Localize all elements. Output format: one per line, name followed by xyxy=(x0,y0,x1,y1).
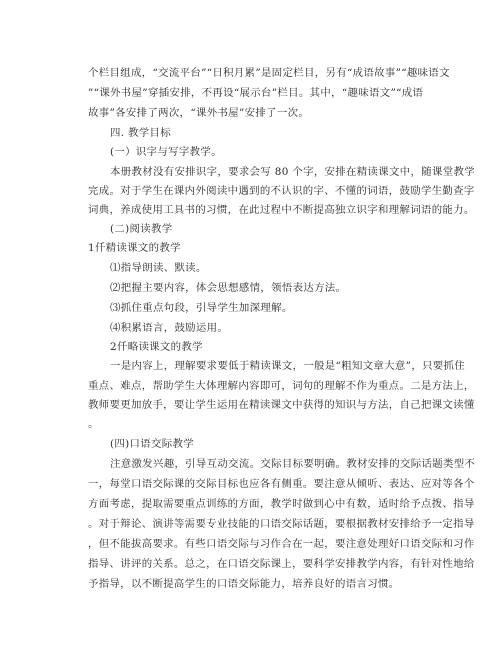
text-line: 一是内容上，理解要求要低于精读课文，一般是“粗知文章大意”，只要抓住 xyxy=(110,360,466,372)
text-line: 。 xyxy=(88,418,99,430)
list-item: ⑴指导朗读、默读。 xyxy=(110,262,207,274)
text-line: 个栏目组成，“交流平台”“日积月累”是固定栏目，另有“成语故事”“趣味语文 xyxy=(88,67,450,79)
text-line: 教师要更加放手，要让学生运用在精读课文中获得的知识与方法，自己把课文读懂 xyxy=(88,399,475,411)
text-line: 指导、讲评的关系。总之，在口语交际课上，要科学安排教学内容，有针对性地给 xyxy=(88,558,475,570)
subsection-heading: (二)阅读教学 xyxy=(110,223,173,235)
subsection-heading: (一）识字与写字教学。 xyxy=(110,146,222,158)
list-heading: 1仟精读课文的教学 xyxy=(88,242,181,254)
text-line: 完成。对于学生在课内外阅读中遇到的不认识的字、不懂的词语，鼓励学生勤查字 xyxy=(88,185,475,197)
text-line: ”“课外书屋”穿插安排，不再设“展示台”栏目。其中，“趣味语文”“成语 xyxy=(88,87,424,99)
list-item: ⑵把握主要内容，体会思想感情，领悟表达方法。 xyxy=(110,282,347,294)
text-line: 一，每堂口语交际课的交际目标也应各有侧重。要注意从倾听、表达、应对等各个 xyxy=(88,478,475,490)
text-line: 故事”各安排了两次，“课外书屋”安排了一次。 xyxy=(88,107,310,119)
text-line: 本册教材没有安排识字，要求会写 80 个字，安排在精读课文中，随课堂教学 xyxy=(110,166,475,178)
text-line: 予指导，以不断提高学生的口语交际能力，培养良好的语言习惯。 xyxy=(88,578,400,590)
text-line: 方面考虑，提取需要重点训练的方面，教学时做到心中有数，适时给予点拨、指导 xyxy=(88,498,475,510)
section-heading: 四. 教学目标 xyxy=(110,127,172,139)
list-heading: 2仟略读课文的教学 xyxy=(110,341,203,353)
text-line: 注意激发兴趣，引导互动交流。交际目标要明确。教材安排的交际话题类型不 xyxy=(110,458,476,470)
list-item: ⑶抓住重点句段，引导学生加深理解。 xyxy=(110,302,293,314)
list-item: ⑷积累语言，鼓励运用。 xyxy=(110,322,229,334)
text-line: ，但不能拔高要求。有些口语交际与习作合在一起，要注意处理好口语交际和习作 xyxy=(88,538,475,550)
text-line: 重点、难点，帮助学生大体理解内容即可，词句的理解不作为重点。二是方法上， xyxy=(88,380,475,392)
subsection-heading: (四)口语交际教学 xyxy=(110,438,194,450)
text-line: 。对于辩论、演讲等需要专业技能的口语交际话题，要根据教材安排给予一定指导 xyxy=(88,518,475,530)
text-line: 词典，养成使用工具书的习惯，在此过程中不断提高独立识字和理解词语的能力。 xyxy=(88,204,475,216)
